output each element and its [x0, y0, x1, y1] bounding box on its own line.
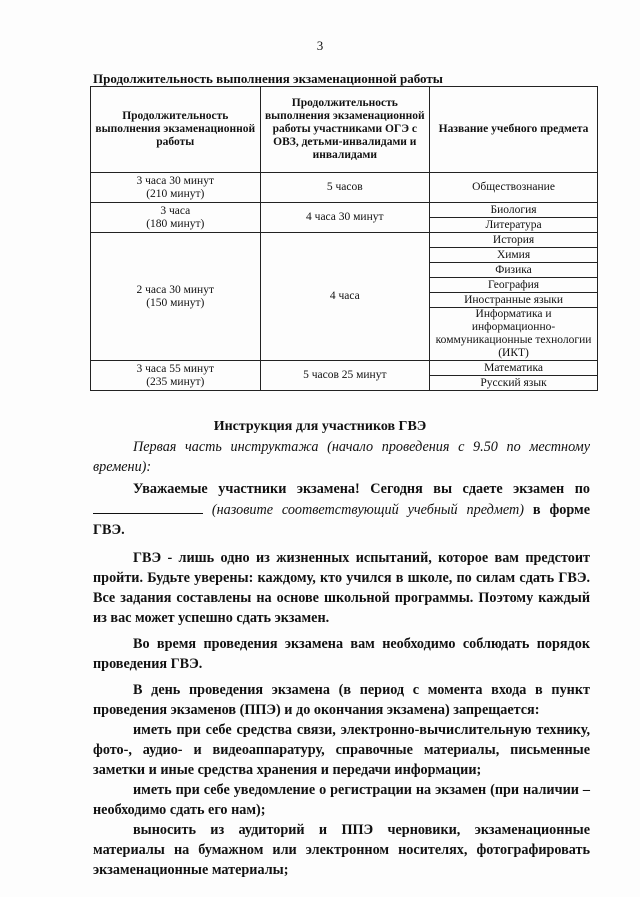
subject-cell: Обществознание — [430, 173, 598, 203]
greeting-text: Уважаемые участники экзамена! Сегодня вы сдаете экзамен по — [133, 481, 590, 497]
paragraph-prohibitions: В день проведения экзамена (в период с момента входа в пункт проведения экзаменов (ППЭ) и до окончания экзамена) запрещается: — [93, 682, 590, 718]
subject-cell: Русский язык — [430, 376, 598, 391]
greeting-hint: (назовите соответствующий учебный предмет) — [211, 502, 524, 518]
page-number: 3 — [316, 38, 324, 53]
subject-cell: Биология — [430, 203, 598, 218]
subject-blank-line — [93, 499, 203, 514]
duration-cell: 2 часа 30 минут (150 минут) — [91, 233, 261, 361]
duration-ovz-cell: 5 часов — [260, 173, 430, 203]
duration-ovz-cell: 5 часов 25 минут — [260, 361, 430, 391]
table-title: Продолжительность выполнения экзаменационной работы — [93, 71, 443, 86]
table-row — [91, 233, 598, 248]
paragraph-procedure: Во время проведения экзамена вам необходимо соблюдать порядок проведения ГВЭ. — [93, 636, 590, 672]
intro-paragraph: Первая часть инструктажа (начало проведения с 9.50 по местному времени): — [93, 439, 590, 475]
table-row — [91, 361, 598, 376]
greeting-tail: в форме ГВЭ. — [93, 502, 590, 538]
duration-cell: 3 часа (180 минут) — [91, 203, 261, 233]
subject-cell: История — [430, 233, 598, 248]
header-duration: Продолжительность выполнения экзаменационной работы — [91, 87, 261, 173]
header-subject: Название учебного предмета — [430, 87, 598, 173]
paragraph-prohibition-notice: иметь при себе уведомление о регистрации на экзамен (при наличии – необходимо сдать его нам); — [93, 782, 590, 818]
instruction-body — [93, 437, 590, 880]
duration-ovz-cell: 4 часа 30 минут — [260, 203, 430, 233]
header-duration-ovz: Продолжительность выполнения экзаменационной работы участниками ОГЭ с ОВЗ, детьми-инвалидами и инвалидами — [260, 87, 430, 173]
subject-cell: Химия — [430, 248, 598, 263]
table-row — [91, 173, 598, 203]
paragraph-prohibition-materials: выносить из аудиторий и ППЭ черновики, экзаменационные материалы на бумажном или электронном носителях, фотографировать экзаменационные материалы; — [93, 822, 590, 878]
table-header-row — [91, 87, 598, 173]
exam-duration-table — [90, 86, 598, 391]
table-row — [91, 203, 598, 218]
subject-cell: География — [430, 278, 598, 293]
subject-cell: Литература — [430, 218, 598, 233]
instruction-title: Инструкция для участников ГВЭ — [213, 419, 427, 434]
duration-cell: 3 часа 55 минут (235 минут) — [91, 361, 261, 391]
greeting-paragraph — [93, 479, 590, 540]
paragraph-prohibition-devices: иметь при себе средства связи, электронно-вычислительную технику, фото-, аудио- и видеоаппаратуру, справочные материалы, письменные заметки и иные средства хранения и передачи информации; — [93, 722, 590, 778]
subject-cell: Иностранные языки — [430, 293, 598, 308]
subject-cell: Физика — [430, 263, 598, 278]
subject-cell: Математика — [430, 361, 598, 376]
paragraph-encouragement: ГВЭ - лишь одно из жизненных испытаний, которое вам предстоит пройти. Будьте уверены: каждому, кто учился в школе, по силам сдать ГВЭ. Все задания составлены на основе школьной программы. Поэтому каждый из вас может успешно сдать экзамен. — [93, 550, 590, 626]
subject-cell: Информатика и информационно-коммуникационные технологии (ИКТ) — [430, 308, 598, 361]
duration-ovz-cell: 4 часа — [260, 233, 430, 361]
duration-cell: 3 часа 30 минут (210 минут) — [91, 173, 261, 203]
